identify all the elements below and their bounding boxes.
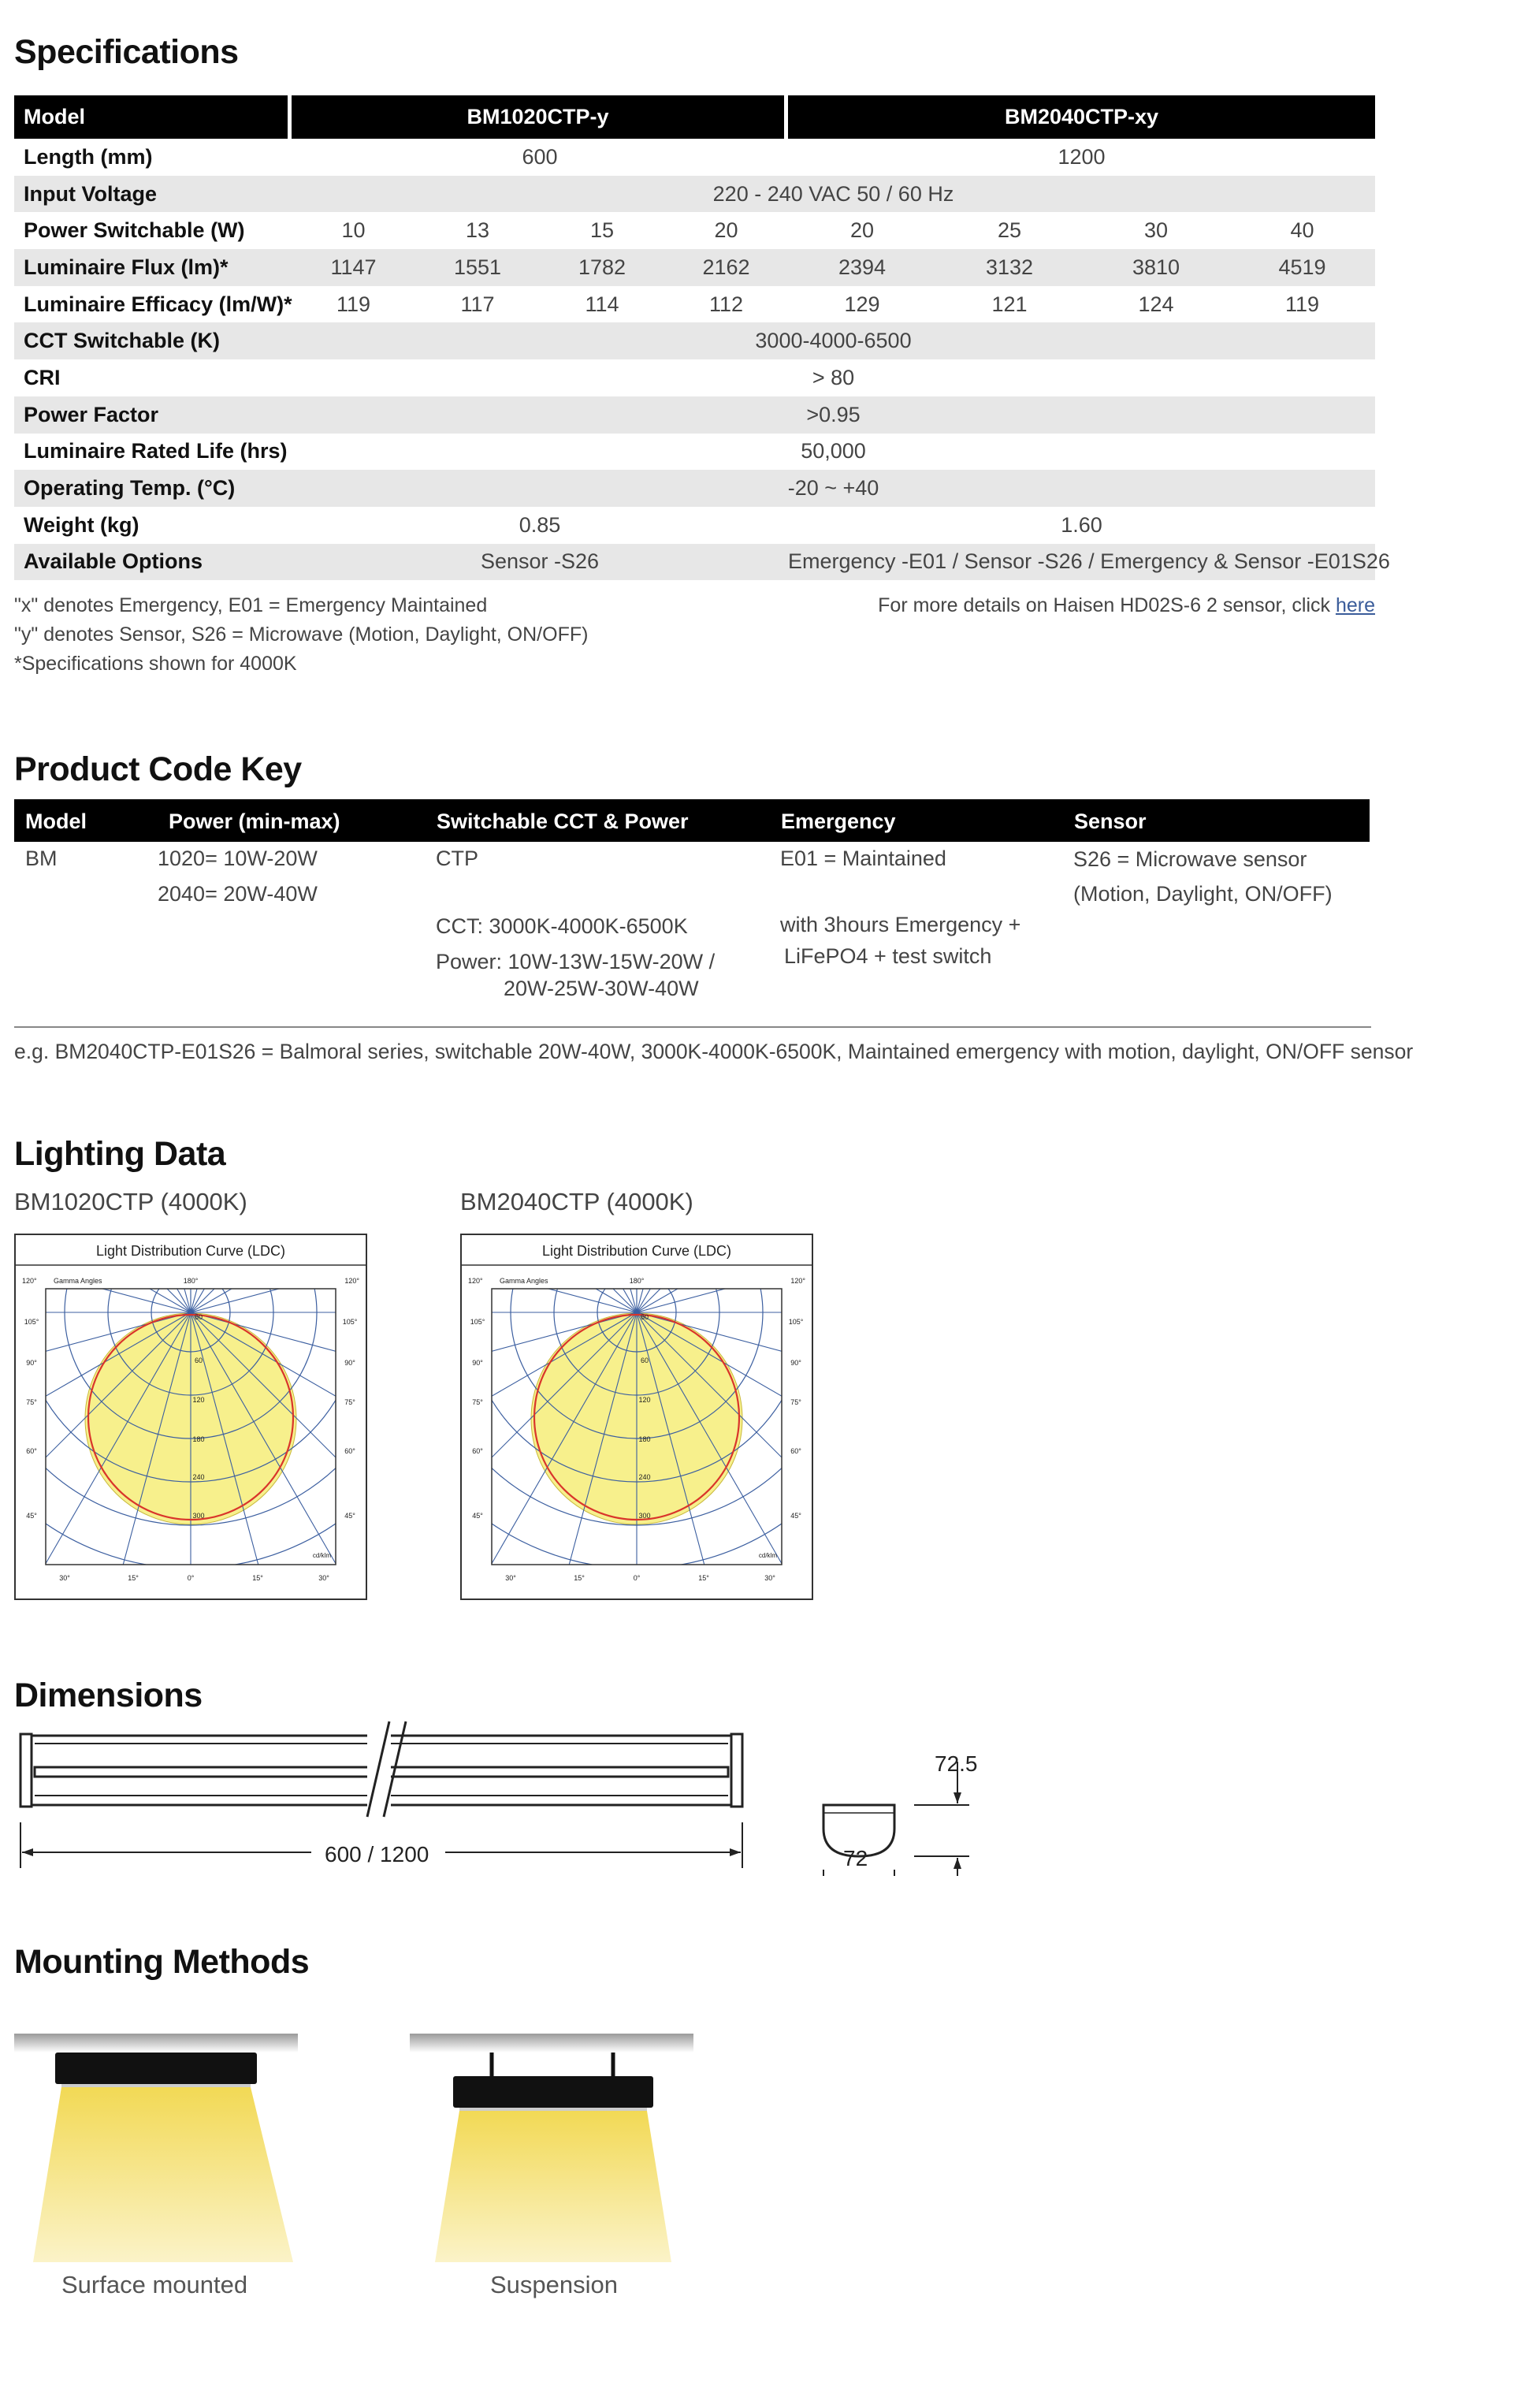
spec-value: 124 — [1138, 292, 1174, 316]
sensor-link-line — [878, 591, 1375, 620]
ldc-gamma-label: Gamma Angles — [500, 1277, 548, 1285]
dimension-length: 600 / 1200 — [325, 1842, 429, 1866]
spec-label: Luminaire Rated Life (hrs) — [24, 439, 288, 463]
code-key-header — [14, 799, 1370, 842]
spec-value: 0.85 — [519, 512, 561, 537]
ldc-right-angle: 90° — [790, 1359, 801, 1367]
surface-luminaire — [55, 2053, 257, 2084]
code-emergency-1: E01 = Maintained — [780, 847, 946, 870]
ldc-chart-b — [460, 1234, 813, 1600]
spec-value: 129 — [844, 292, 880, 316]
ldc-unit-label: cd/klm — [758, 1552, 777, 1559]
spec-row-flux — [14, 249, 1375, 286]
spec-value: 50,000 — [801, 439, 866, 463]
spec-header-label: Model — [14, 95, 292, 139]
mounting-illustrations — [0, 2018, 709, 2270]
ldc-left-angle: 45° — [472, 1512, 483, 1520]
ldc-right-angle: 75° — [344, 1398, 355, 1406]
code-key-col-emergency: Emergency — [781, 809, 896, 833]
code-key-title: Product Code Key — [14, 750, 302, 788]
spec-row-power — [14, 212, 1375, 249]
spec-value: 15 — [589, 218, 615, 243]
ldc-bottom-angle: 15° — [252, 1574, 263, 1582]
ldc-bottom-angle: 30° — [318, 1574, 329, 1582]
code-power-2: 2040= 20W-40W — [158, 882, 318, 906]
spec-value: 13 — [465, 218, 490, 243]
ldc-radial-label: 60 — [640, 1357, 649, 1364]
ldc-unit-label: cd/klm — [312, 1552, 331, 1559]
spec-row-options — [14, 544, 1375, 581]
spec-value: 112 — [708, 292, 744, 316]
ldc-corner-label: 120° — [790, 1277, 805, 1285]
ldc-left-angle: 105° — [24, 1318, 39, 1326]
code-key-col-cct: Switchable CCT & Power — [437, 809, 689, 833]
suspension-beam — [435, 2111, 671, 2262]
ldc-radial-label: 180 — [192, 1435, 205, 1443]
spec-label: CRI — [24, 365, 61, 389]
spec-label: Power Switchable (W) — [24, 218, 245, 243]
spec-value: >0.95 — [292, 396, 1375, 434]
ldc-radial-label: 300 — [192, 1512, 205, 1520]
spec-row-efficacy — [14, 286, 1375, 323]
mount-label-surface: Surface mounted — [61, 2271, 248, 2298]
spec-value: > 80 — [812, 365, 855, 389]
spec-label: Luminaire Efficacy (lm/W)* — [24, 292, 292, 316]
code-emergency-2: with 3hours Emergency + — [780, 913, 1021, 936]
ldc-corner-label: 120° — [344, 1277, 359, 1285]
note-line: "y" denotes Sensor, S26 = Microwave (Motion, Daylight, ON/OFF) — [14, 623, 589, 646]
spec-value: 1.60 — [1061, 512, 1102, 537]
spec-label: Weight (kg) — [24, 512, 139, 537]
spec-value: 3000-4000-6500 — [292, 322, 1375, 359]
spec-value: 119 — [336, 292, 371, 316]
code-key-col-model: Model — [25, 809, 87, 833]
spec-value: Emergency -E01 / Sensor -S26 / Emergency & Sensor -E01S26 — [788, 544, 1375, 581]
ldc-radial-label: 120 — [192, 1396, 205, 1404]
spec-row-temp — [14, 470, 1375, 507]
sensor-here-link[interactable]: here — [1335, 594, 1375, 616]
spec-row-power-factor — [14, 396, 1375, 434]
spec-value: 600 — [522, 144, 558, 169]
spec-model-b: BM2040CTP-xy — [788, 95, 1375, 139]
spec-label: Luminaire Flux (lm)* — [14, 249, 292, 286]
spec-label: Power Factor — [14, 396, 292, 434]
spec-row-cri — [14, 359, 1375, 396]
ceiling-suspension — [410, 2034, 693, 2053]
spec-label: Operating Temp. (°C) — [14, 470, 292, 507]
mount-label-suspension: Suspension — [490, 2271, 619, 2298]
spec-value: 1147 — [292, 249, 415, 286]
spec-label: Available Options — [14, 544, 292, 581]
spec-value: 1551 — [415, 249, 540, 286]
ldc-right-angle: 60° — [790, 1447, 801, 1455]
ldc-left-angle: 75° — [472, 1398, 483, 1406]
ldc-corner-label: 120° — [468, 1277, 483, 1285]
dimension-drawing — [0, 1695, 1024, 1876]
spec-label: Input Voltage — [14, 176, 292, 213]
ldc-left-angle: 60° — [472, 1447, 483, 1455]
ldc-bottom-angle: 30° — [764, 1574, 775, 1582]
note-line: "x" denotes Emergency, E01 = Emergency Maintained — [14, 594, 488, 616]
code-sensor-2: (Motion, Daylight, ON/OFF) — [1073, 882, 1333, 906]
surface-beam — [33, 2087, 293, 2262]
code-power-1: 1020= 10W-20W — [158, 847, 318, 870]
code-example: e.g. BM2040CTP-E01S26 = Balmoral series, switchable 20W-40W, 3000K-4000K-6500K, Maintained emergency with motion, daylight, ON/OFF sensor — [14, 1040, 1414, 1063]
ldc-right-angle: 105° — [342, 1318, 358, 1326]
ldc-radial-label: 60 — [194, 1357, 203, 1364]
ldc-chart-title: Light Distribution Curve (LDC) — [95, 1243, 286, 1259]
spec-value: 1200 — [1058, 144, 1106, 169]
spec-value: 3810 — [1083, 249, 1229, 286]
code-key-col-sensor: Sensor — [1074, 809, 1147, 833]
spec-value: 2162 — [664, 249, 788, 286]
note-line: *Specifications shown for 4000K — [14, 653, 297, 675]
ldc-radial-label: 300 — [638, 1512, 651, 1520]
code-model: BM — [25, 847, 58, 870]
ldc-right-angle: 60° — [344, 1447, 355, 1455]
spec-header-row — [14, 95, 1375, 139]
code-key-col-power: Power (min-max) — [169, 809, 340, 833]
spec-value: 1782 — [540, 249, 664, 286]
spec-label: CCT Switchable (K) — [14, 322, 292, 359]
ldc-radial-label: 60 — [194, 1313, 203, 1321]
code-cct: CCT: 3000K-4000K-6500K — [436, 914, 688, 938]
spec-value: Sensor -S26 — [292, 544, 788, 581]
suspended-luminaire — [453, 2076, 653, 2108]
spec-value: 117 — [460, 292, 495, 316]
spec-row-cct — [14, 322, 1375, 359]
code-power-list-2: 20W-25W-30W-40W — [504, 977, 699, 1000]
ldc-corner-label: 120° — [22, 1277, 37, 1285]
mounting-title: Mounting Methods — [14, 1943, 310, 1981]
ldc-radial-label: 240 — [192, 1473, 205, 1481]
ldc-bottom-angle: 15° — [574, 1574, 585, 1582]
code-sensor-1: S26 = Microwave sensor — [1073, 847, 1307, 871]
spec-value: 40 — [1290, 218, 1314, 243]
dimension-width: 72 — [843, 1846, 868, 1870]
ldc-right-angle: 90° — [344, 1359, 355, 1367]
ldc-radial-label: 120 — [638, 1396, 651, 1404]
spec-value: 3132 — [936, 249, 1083, 286]
spec-value: 20 — [714, 218, 738, 243]
code-key-divider — [14, 1026, 1371, 1028]
dimension-height: 72.5 — [935, 1751, 978, 1776]
ldc-bottom-angle: 15° — [698, 1574, 709, 1582]
ldc-radial-label: 180 — [638, 1435, 651, 1443]
spec-value: 20 — [849, 218, 875, 243]
spec-value: 10 — [341, 218, 366, 243]
ldc-bottom-angle: 0° — [633, 1574, 641, 1582]
spec-value: 119 — [1284, 292, 1320, 316]
code-power-list-1: Power: 10W-13W-15W-20W / — [436, 950, 716, 973]
spec-model-a: BM1020CTP-y — [292, 95, 788, 139]
ldc-left-angle: 45° — [26, 1512, 37, 1520]
ldc-radial-label: 60 — [640, 1313, 649, 1321]
ldc-left-angle: 60° — [26, 1447, 37, 1455]
code-ctp: CTP — [436, 847, 478, 870]
spec-value: 220 - 240 VAC 50 / 60 Hz — [292, 176, 1375, 213]
ldc-left-angle: 75° — [26, 1398, 37, 1406]
ldc-right-angle: 75° — [790, 1398, 801, 1406]
ldc-title-b: BM2040CTP (4000K) — [460, 1188, 693, 1215]
ldc-top-angle: 180° — [183, 1277, 199, 1285]
spec-row-voltage — [14, 176, 1375, 213]
code-emergency-3: LiFePO4 + test switch — [784, 944, 992, 968]
spec-value: 25 — [997, 218, 1022, 243]
ldc-bottom-angle: 30° — [59, 1574, 70, 1582]
ldc-radial-label: 240 — [638, 1473, 651, 1481]
spec-value: 4519 — [1229, 249, 1375, 286]
spec-value: 2394 — [788, 249, 936, 286]
spec-label: Length (mm) — [24, 144, 153, 169]
ceiling-surface — [14, 2034, 298, 2053]
spec-row-life — [14, 434, 1375, 471]
spec-notes — [14, 591, 588, 679]
dimensions-title: Dimensions — [14, 1677, 203, 1714]
ldc-chart-a — [14, 1234, 367, 1600]
ldc-right-angle: 105° — [788, 1318, 804, 1326]
ldc-left-angle: 90° — [26, 1359, 37, 1367]
ldc-title-a: BM1020CTP (4000K) — [14, 1188, 247, 1215]
ldc-top-angle: 180° — [629, 1277, 645, 1285]
spec-table — [14, 95, 1390, 580]
sensor-link-text: For more details on Haisen HD02S-6 2 sensor, click — [878, 594, 1330, 616]
ldc-left-angle: 105° — [470, 1318, 485, 1326]
ldc-chart-title: Light Distribution Curve (LDC) — [541, 1243, 732, 1259]
spec-row-length — [14, 139, 1375, 176]
spec-value: 114 — [585, 292, 619, 316]
spec-value: 30 — [1143, 218, 1169, 243]
ldc-gamma-label: Gamma Angles — [54, 1277, 102, 1285]
specifications-title: Specifications — [14, 33, 239, 71]
ldc-right-angle: 45° — [344, 1512, 355, 1520]
spec-value: -20 ~ +40 — [292, 470, 1375, 507]
ldc-bottom-angle: 30° — [505, 1574, 516, 1582]
lighting-title: Lighting Data — [14, 1135, 226, 1173]
ldc-bottom-angle: 0° — [187, 1574, 195, 1582]
ldc-right-angle: 45° — [790, 1512, 801, 1520]
spec-value: 121 — [991, 292, 1028, 316]
ldc-left-angle: 90° — [472, 1359, 483, 1367]
spec-row-weight — [14, 507, 1375, 544]
ldc-bottom-angle: 15° — [128, 1574, 139, 1582]
